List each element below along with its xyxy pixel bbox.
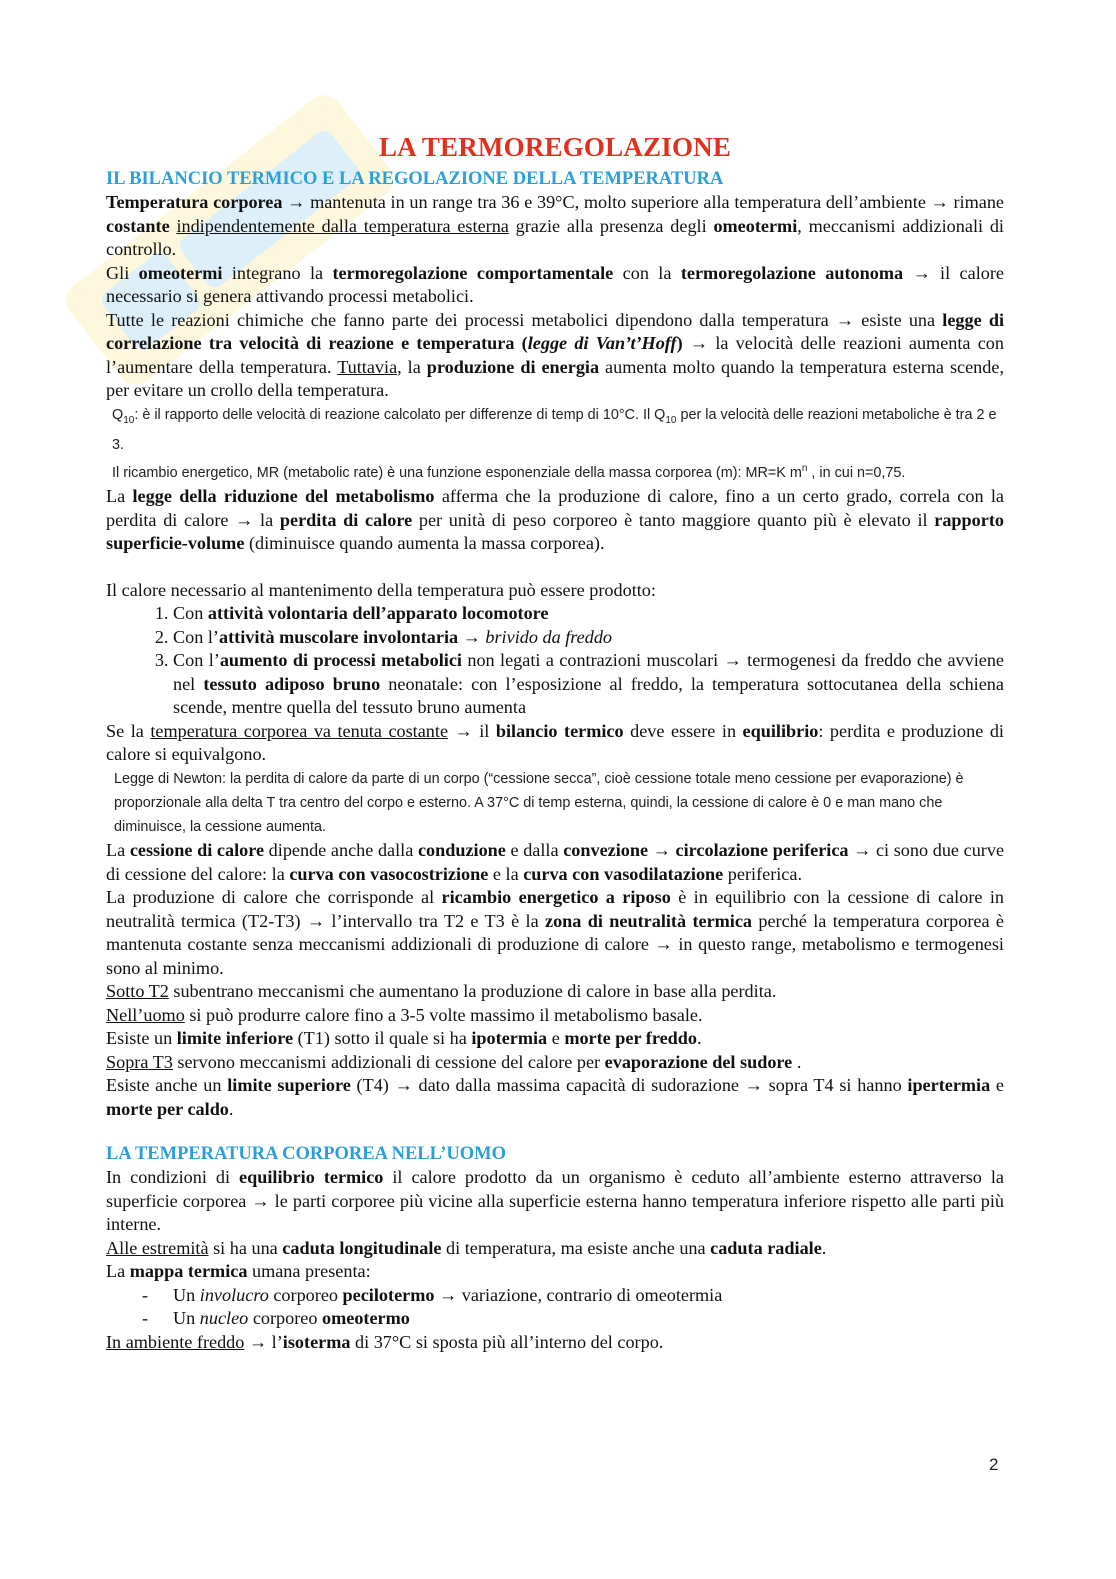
note-newton: Legge di Newton: la perdita di calore da parte di un corpo (“cessione secca”, cioè cessione totale meno cessione per evaporazione) è proporzionale alla delta T tra centro del corpo e esterno. A 37°C di temp esterna, quindi, la cessione di calore è 0 e man mano che diminuisce, la cessione aumenta. [114, 770, 964, 836]
paragraph-mappa-termica: La mappa termica umana presenta: [106, 1261, 371, 1282]
paragraph-equilibrio-termico: In condizioni di equilibrio termico il calore prodotto da un organismo è ceduto all’ambiente esterno attraverso la superficie corporea → le parti corporee più vicine alla superficie esterna hanno temperatura inferiore rispetto alle parti più interne. [106, 1167, 1004, 1235]
section-heading-temperatura-uomo: LA TEMPERATURA CORPOREA NELL’UOMO [106, 1144, 507, 1165]
paragraph-limite-superiore: Esiste anche un limite superiore (T4) → dato dalla massima capacità di sudorazione → sopra T4 si hanno ipertermia e morte per caldo. [106, 1075, 1005, 1119]
paragraph-temperatura-corporea: Temperatura corporea → mantenuta in un range tra 36 e 39°C, molto superiore alla temperatura dell’ambiente → rimane costante indipendentemente dalla temperatura esterna grazie alla presenza degli omeotermi, meccanismi addizionali di controllo. [106, 192, 1004, 259]
paragraph-cessione-calore: La cessione di calore dipende anche dalla conduzione e dalla convezione → circolazione periferica → ci sono due curve di cessione del calore: la curva con vasocostrizione e la curva con vasodilatazione periferica. [106, 840, 1005, 884]
note-q10: $Q_{10}$: è il rapporto delle velocità di reazione calcolato per differenze di temp di 10°C. Il $Q_{10}$ per la velocità delle reazioni metaboliche è tra 2 e 3. Il ricambio energetico, MR (metabolic rate) è una funzione esponenziale della massa corporea (m): MR=K $m^n$ , in cui n=0,75. [112, 406, 997, 481]
paragraph-omeotermi: Gli omeotermi integrano la termoregolazione comportamentale con la termoregolazione autonoma → il calore necessario si genera attivando processi metabolici. [106, 262, 1004, 306]
list-item: 1. Con attività volontaria dell’apparato locomotore [173, 602, 1004, 626]
paragraph-uomo: Nell’uomo si può produrre calore fino a 3-5 volte massimo il metabolismo basale. [106, 1004, 703, 1025]
list-item: - Un nucleo corporeo omeotermo [142, 1307, 1004, 1331]
page-number: 2 [989, 1455, 999, 1474]
section-heading-bilancio: IL BILANCIO TERMICO E LA REGOLAZIONE DELLA TEMPERATURA [106, 169, 724, 189]
paragraph-sopra-t3: Sopra T3 servono meccanismi addizionali di cessione del calore per evaporazione del sudore . [106, 1051, 802, 1072]
paragraph-estremita: Alle estremità si ha una caduta longitudinale di temperatura, ma esiste anche una caduta radiale. [106, 1237, 827, 1258]
list-item: 2. Con l’attività muscolare involontaria → brivido da freddo [173, 626, 1004, 650]
paragraph-legge-riduzione: La legge della riduzione del metabolismo afferma che la produzione di calore, fino a un certo grado, correla con la perdita di calore → la perdita di calore per unità di peso corporeo è tanto maggiore quanto più è elevato il rapporto superficie-volume (diminuisce quando aumenta la massa corporea). [106, 486, 1005, 554]
paragraph-sotto-t2: Sotto T2 subentrano meccanismi che aumentano la produzione di calore in base alla perdita. [106, 981, 777, 1002]
list-item: 3. Con l’aumento di processi metabolici non legati a contrazioni muscolari → termogenesi da freddo che avviene nel tessuto adiposo bruno neonatale: con l’esposizione al freddo, la temperatura sottocutanea della schiena scende, mentre quella del tessuto bruno aumenta [173, 649, 1004, 720]
dash-list [106, 1284, 1004, 1331]
document-page [106, 130, 1004, 1354]
paragraph-reazioni-chimiche: Tutte le reazioni chimiche che fanno parte dei processi metabolici dipendono dalla temperatura → esiste una legge di correlazione tra velocità di reazione e temperatura (legge di Van’t’Hoff) → la velocità delle reazioni aumenta con l’aumentare della temperatura. Tuttavia, la produzione di energia aumenta molto quando la temperatura esterna scende, per evitare un crollo della temperatura. [106, 309, 1004, 400]
paragraph-limite-inferiore: Esiste un limite inferiore (T1) sotto il quale si ha ipotermia e morte per freddo. [106, 1028, 702, 1049]
paragraph-calore-prodotto: Il calore necessario al mantenimento della temperatura può essere prodotto: [106, 579, 656, 600]
numbered-list [106, 602, 1004, 720]
list-item: - Un involucro corporeo pecilotermo → variazione, contrario di omeotermia [142, 1284, 1004, 1308]
paragraph-bilancio-termico: Se la temperatura corporea va tenuta costante → il bilancio termico deve essere in equilibrio: perdita e produzione di calore si equivalgono. [106, 720, 1004, 765]
paragraph-neutralita-termica: La produzione di calore che corrisponde al ricambio energetico a riposo è in equilibrio con la cessione di calore in neutralità termica (T2-T3) → l’intervallo tra T2 e T3 è la zona di neutralità termica perché la temperatura corporea è mantenuta costante senza meccanismi addizionali di produzione di calore → in questo range, metabolismo e termogenesi sono al minimo. [106, 887, 1004, 978]
page-title: LA TERMOREGOLAZIONE [378, 132, 732, 162]
paragraph-ambiente-freddo: In ambiente freddo → l’isoterma di 37°C si sposta più all’interno del corpo. [106, 1331, 664, 1352]
